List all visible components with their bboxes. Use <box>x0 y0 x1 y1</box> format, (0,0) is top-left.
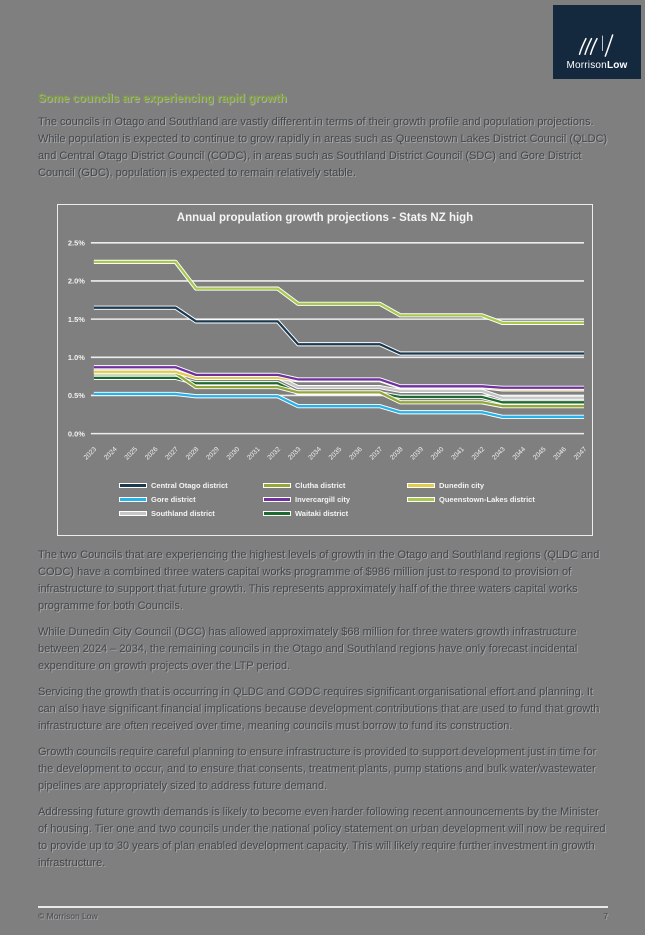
chart-title: Annual propulation growth projections - Stats NZ high <box>176 212 474 224</box>
y-tick-label: 1.0% <box>67 353 85 363</box>
x-tick-label: 2035 <box>327 445 344 462</box>
legend-label: Waitaki district <box>295 509 349 518</box>
section-heading: Some councils are experiencing rapid growth <box>38 93 287 105</box>
legend-label: Dunedin city <box>439 481 485 490</box>
x-tick-label: 2023 <box>82 445 99 462</box>
x-tick-label: 2027 <box>164 445 180 462</box>
legend-label: Gore district <box>151 495 196 504</box>
y-tick-label: 0.5% <box>67 391 85 401</box>
legend-label: Queenstown-Lakes district <box>439 495 535 504</box>
paragraph: The two Councils that are experiencing the highest levels of growth in the Otago and Southland regions (QLDC and CODC) have a combined three waters capital works programme of $986 million just to respond to provision of infrastructure to support that future growth. This represents approximately half of the three waters capital works programme for both Councils. <box>38 549 600 612</box>
x-tick-label: 2034 <box>307 445 323 462</box>
legend-swatch-icon <box>119 483 147 488</box>
series-line <box>94 262 584 323</box>
body-text <box>38 547 610 881</box>
series-line-halo <box>94 262 584 323</box>
x-tick-label: 2037 <box>368 445 385 462</box>
x-tick-label: 2028 <box>184 445 201 462</box>
legend-swatch-icon <box>407 497 435 502</box>
legend-label: Central Otago district <box>151 481 228 490</box>
legend-swatch-icon <box>119 497 147 502</box>
x-tick-label: 2026 <box>143 445 160 462</box>
series-line <box>94 308 584 354</box>
x-tick-label: 2025 <box>123 445 140 462</box>
legend-item <box>263 481 407 490</box>
brand-logo <box>553 5 641 79</box>
footer-divider <box>38 906 608 908</box>
legend-row <box>99 495 551 504</box>
y-tick-label: 1.5% <box>67 314 85 324</box>
legend-swatch-icon <box>263 483 291 488</box>
legend-swatch-icon <box>263 497 291 502</box>
paragraph: Growth councils require careful planning to ensure infrastructure is provided to support development just in time for the development to occur, and to ensure that consents, treatment plants, pump stations and bulk water/wastewater pipelines are appropriately sized to address future demand. <box>38 746 597 792</box>
x-tick-label: 2030 <box>225 445 242 462</box>
y-tick-label: 0.0% <box>67 429 85 439</box>
x-tick-label: 2032 <box>266 445 283 462</box>
x-tick-label: 2029 <box>205 445 221 462</box>
legend-item <box>119 495 263 504</box>
page-footer <box>38 911 608 921</box>
footer-copyright: © Morrison Low <box>38 911 98 921</box>
x-tick-label: 2024 <box>103 445 119 462</box>
legend-item <box>119 481 263 490</box>
y-tick-label: 2.0% <box>67 276 85 286</box>
legend-row <box>99 509 551 518</box>
paragraph: The councils in Otago and Southland are vastly different in terms of their growth profile and population projections. While population is expected to continue to grow rapidly in areas such as Queenstown Lakes District Council (QLDC) and Central Otago District Council (CODC), in areas such as Southland District Council (SDC) and Gore District Council (GDC), population is expected to remain relatively stable. <box>38 116 608 179</box>
x-tick-label: 2041 <box>450 445 466 462</box>
legend-label: Clutha district <box>295 481 346 490</box>
x-tick-label: 2046 <box>552 445 569 462</box>
paragraph: Servicing the growth that is occurring in QLDC and CODC requires significant organisational effort and planning. It can also have significant financial implications because development contributions that are used to fund that growth infrastructure are often received over time, meaning councils must borrow to fund its construction. <box>38 686 600 732</box>
x-tick-label: 2047 <box>572 445 589 462</box>
chart-legend <box>58 481 592 523</box>
ml-script-icon <box>574 34 620 58</box>
y-tick-label: 2.5% <box>67 238 85 248</box>
legend-item <box>119 509 263 518</box>
legend-label: Invercargill city <box>295 495 351 504</box>
legend-item <box>263 509 407 518</box>
x-tick-label: 2044 <box>511 445 528 462</box>
legend-label: Southland district <box>151 509 215 518</box>
paragraph: While Dunedin City Council (DCC) has allowed approximately $68 million for three waters growth infrastructure between 2024 – 2034, the remaining councils in the Otago and Southland regions have only forecast incidental expenditure on growth projects over the LTP period. <box>38 626 578 672</box>
legend-swatch-icon <box>119 511 147 516</box>
legend-swatch-icon <box>263 511 291 516</box>
series-line-halo <box>94 308 584 354</box>
legend-item <box>407 495 551 504</box>
x-tick-label: 2045 <box>531 445 548 462</box>
intro-paragraph <box>38 114 610 182</box>
legend-swatch-icon <box>407 483 435 488</box>
x-tick-label: 2042 <box>470 445 487 462</box>
x-tick-label: 2031 <box>246 445 262 462</box>
legend-item <box>263 495 407 504</box>
x-tick-label: 2038 <box>389 445 405 462</box>
growth-projections-chart <box>57 204 593 536</box>
x-tick-label: 2036 <box>348 445 364 462</box>
legend-row <box>99 481 551 490</box>
brand-name: MorrisonLow <box>566 60 628 71</box>
x-tick-label: 2040 <box>429 445 446 462</box>
paragraph: Addressing future growth demands is likely to become even harder following recent announcements by the Minister of housing. Tier one and two councils under the national policy statement on urban development will now be required to provide up to 30 years of plan enabled development capacity. This will likely require further investment in growth infrastructure. <box>38 806 606 869</box>
x-tick-label: 2043 <box>491 445 507 462</box>
legend-item <box>407 481 551 490</box>
footer-page-number: 7 <box>603 911 608 921</box>
x-tick-label: 2039 <box>409 445 426 462</box>
x-tick-label: 2033 <box>286 445 303 462</box>
